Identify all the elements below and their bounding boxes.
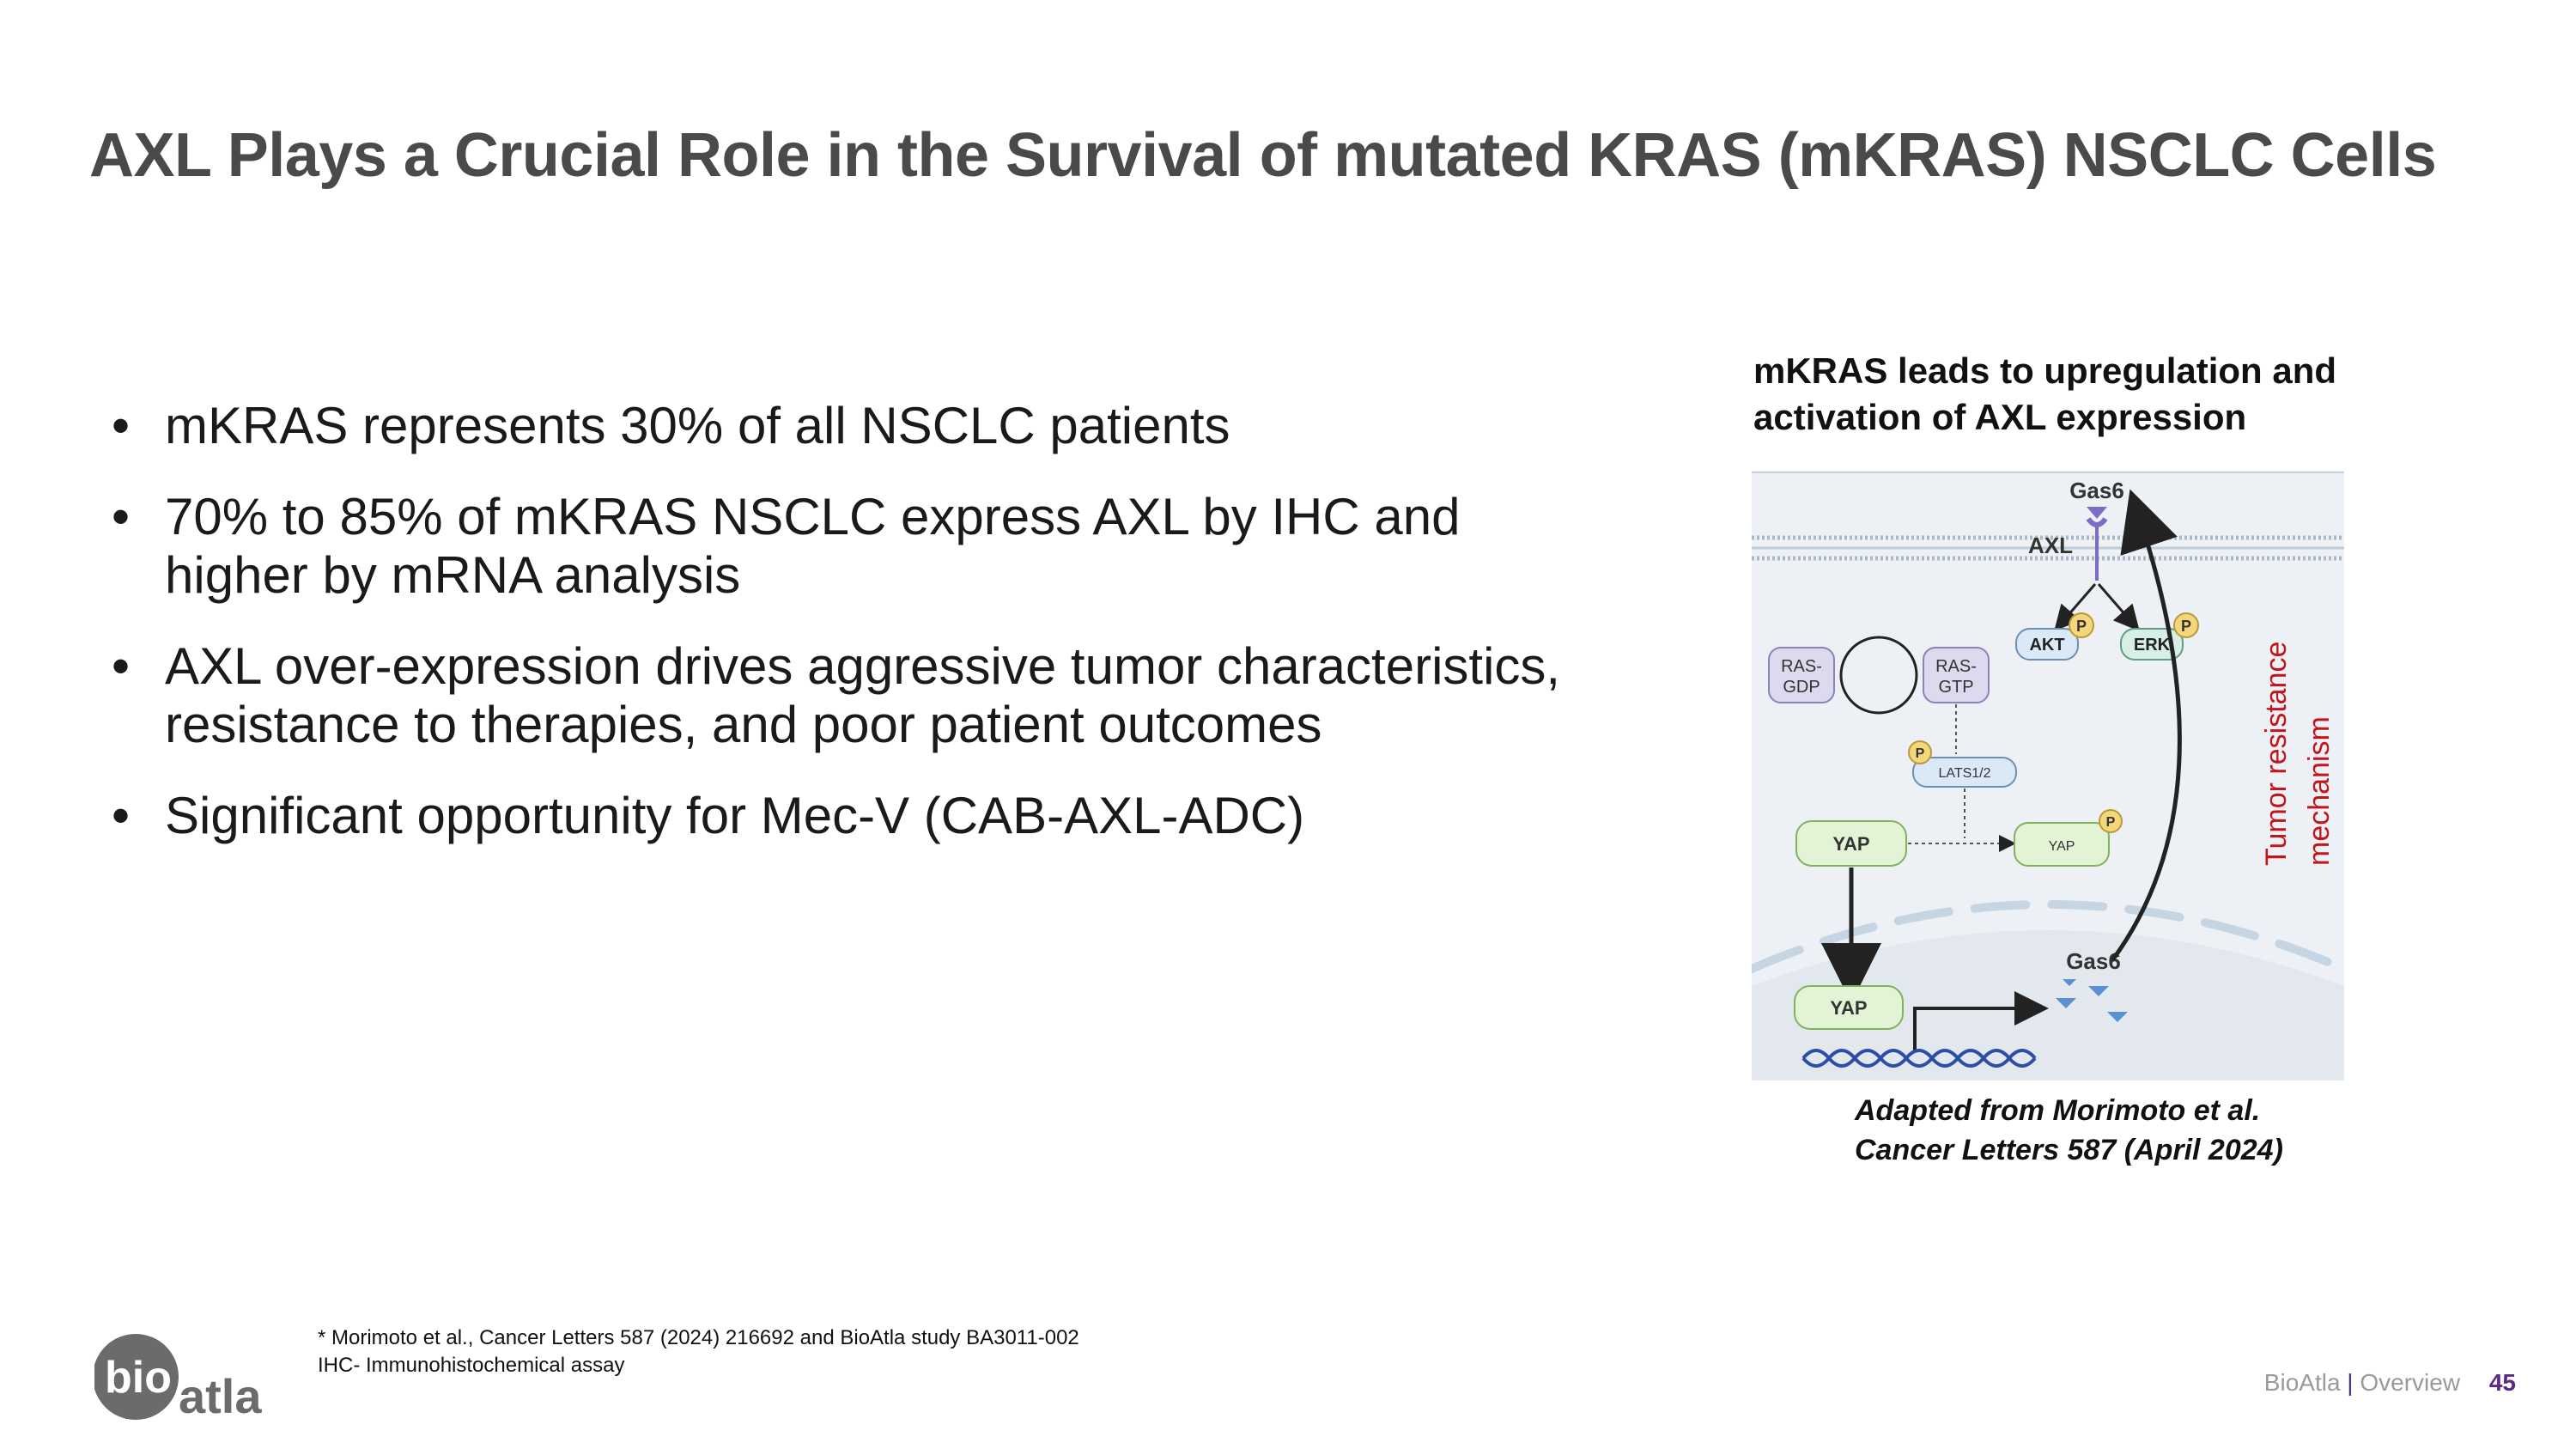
bullet-item: • 70% to 85% of mKRAS NSCLC express AXL by IHC and higher by mRNA analysis: [112, 488, 1571, 605]
svg-text:P: P: [2105, 815, 2116, 830]
gas6-top-label: Gas6: [2069, 478, 2124, 503]
svg-text:GDP: GDP: [1783, 678, 1820, 697]
svg-text:RAS-: RAS-: [1935, 657, 1977, 676]
svg-text:YAP: YAP: [2048, 839, 2075, 854]
axl-label: AXL: [2028, 533, 2073, 558]
svg-text:P: P: [1915, 746, 1925, 761]
axl-pathway-diagram: [1752, 471, 2344, 1081]
footer-brand: BioAtla: [2263, 1369, 2341, 1396]
svg-text:ERK: ERK: [2133, 636, 2171, 654]
diagram-heading: mKRAS leads to upregulation and activation of AXL expression: [1753, 350, 2337, 437]
svg-text:YAP: YAP: [1830, 997, 1868, 1019]
svg-text:atla: atla: [179, 1369, 262, 1423]
svg-text:RAS-: RAS-: [1781, 657, 1822, 676]
svg-text:AKT: AKT: [2029, 636, 2065, 654]
svg-text:P: P: [2180, 618, 2192, 635]
page-number: 45: [2488, 1369, 2516, 1396]
footnote-line: * Morimoto et al., Cancer Letters 587 (2024) 216692 and BioAtla study BA3011-002: [318, 1326, 1079, 1349]
svg-text:P: P: [2075, 618, 2087, 635]
gas6-bottom-label: Gas6: [2066, 948, 2121, 974]
bullet-item: • AXL over-expression drives aggressive tumor characteristics, resistance to therapies, and poor patient outcomes: [112, 637, 1571, 754]
slide-title: AXL Plays a Crucial Role in the Survival of mutated KRAS (mKRAS) NSCLC Cells: [89, 121, 2437, 190]
bullet-item: • mKRAS represents 30% of all NSCLC patients: [112, 397, 1571, 455]
svg-text:LATS1/2: LATS1/2: [1938, 766, 1991, 781]
svg-text:GTP: GTP: [1938, 678, 1974, 697]
svg-text:bio: bio: [105, 1353, 172, 1403]
footer-section: Overview: [2360, 1369, 2461, 1396]
footer-separator: |: [2347, 1369, 2354, 1396]
slide-footer: [2264, 1369, 2516, 1397]
bioatla-logo: [94, 1327, 283, 1430]
bullet-list: [112, 397, 1571, 878]
caption-line: Adapted from Morimoto et al.: [1855, 1094, 2261, 1127]
caption-line: Cancer Letters 587 (April 2024): [1855, 1134, 2283, 1166]
footnote-line: IHC- Immunohistochemical assay: [318, 1354, 625, 1377]
side-label-line1: Tumor resistance: [2260, 641, 2293, 866]
diagram-caption: [1855, 1091, 2336, 1170]
footnotes: [318, 1324, 1079, 1379]
svg-text:YAP: YAP: [1832, 833, 1870, 855]
bullet-item: • Significant opportunity for Mec-V (CAB-AXL-ADC): [112, 787, 1571, 845]
side-label-line2: mechanism: [2303, 716, 2336, 866]
